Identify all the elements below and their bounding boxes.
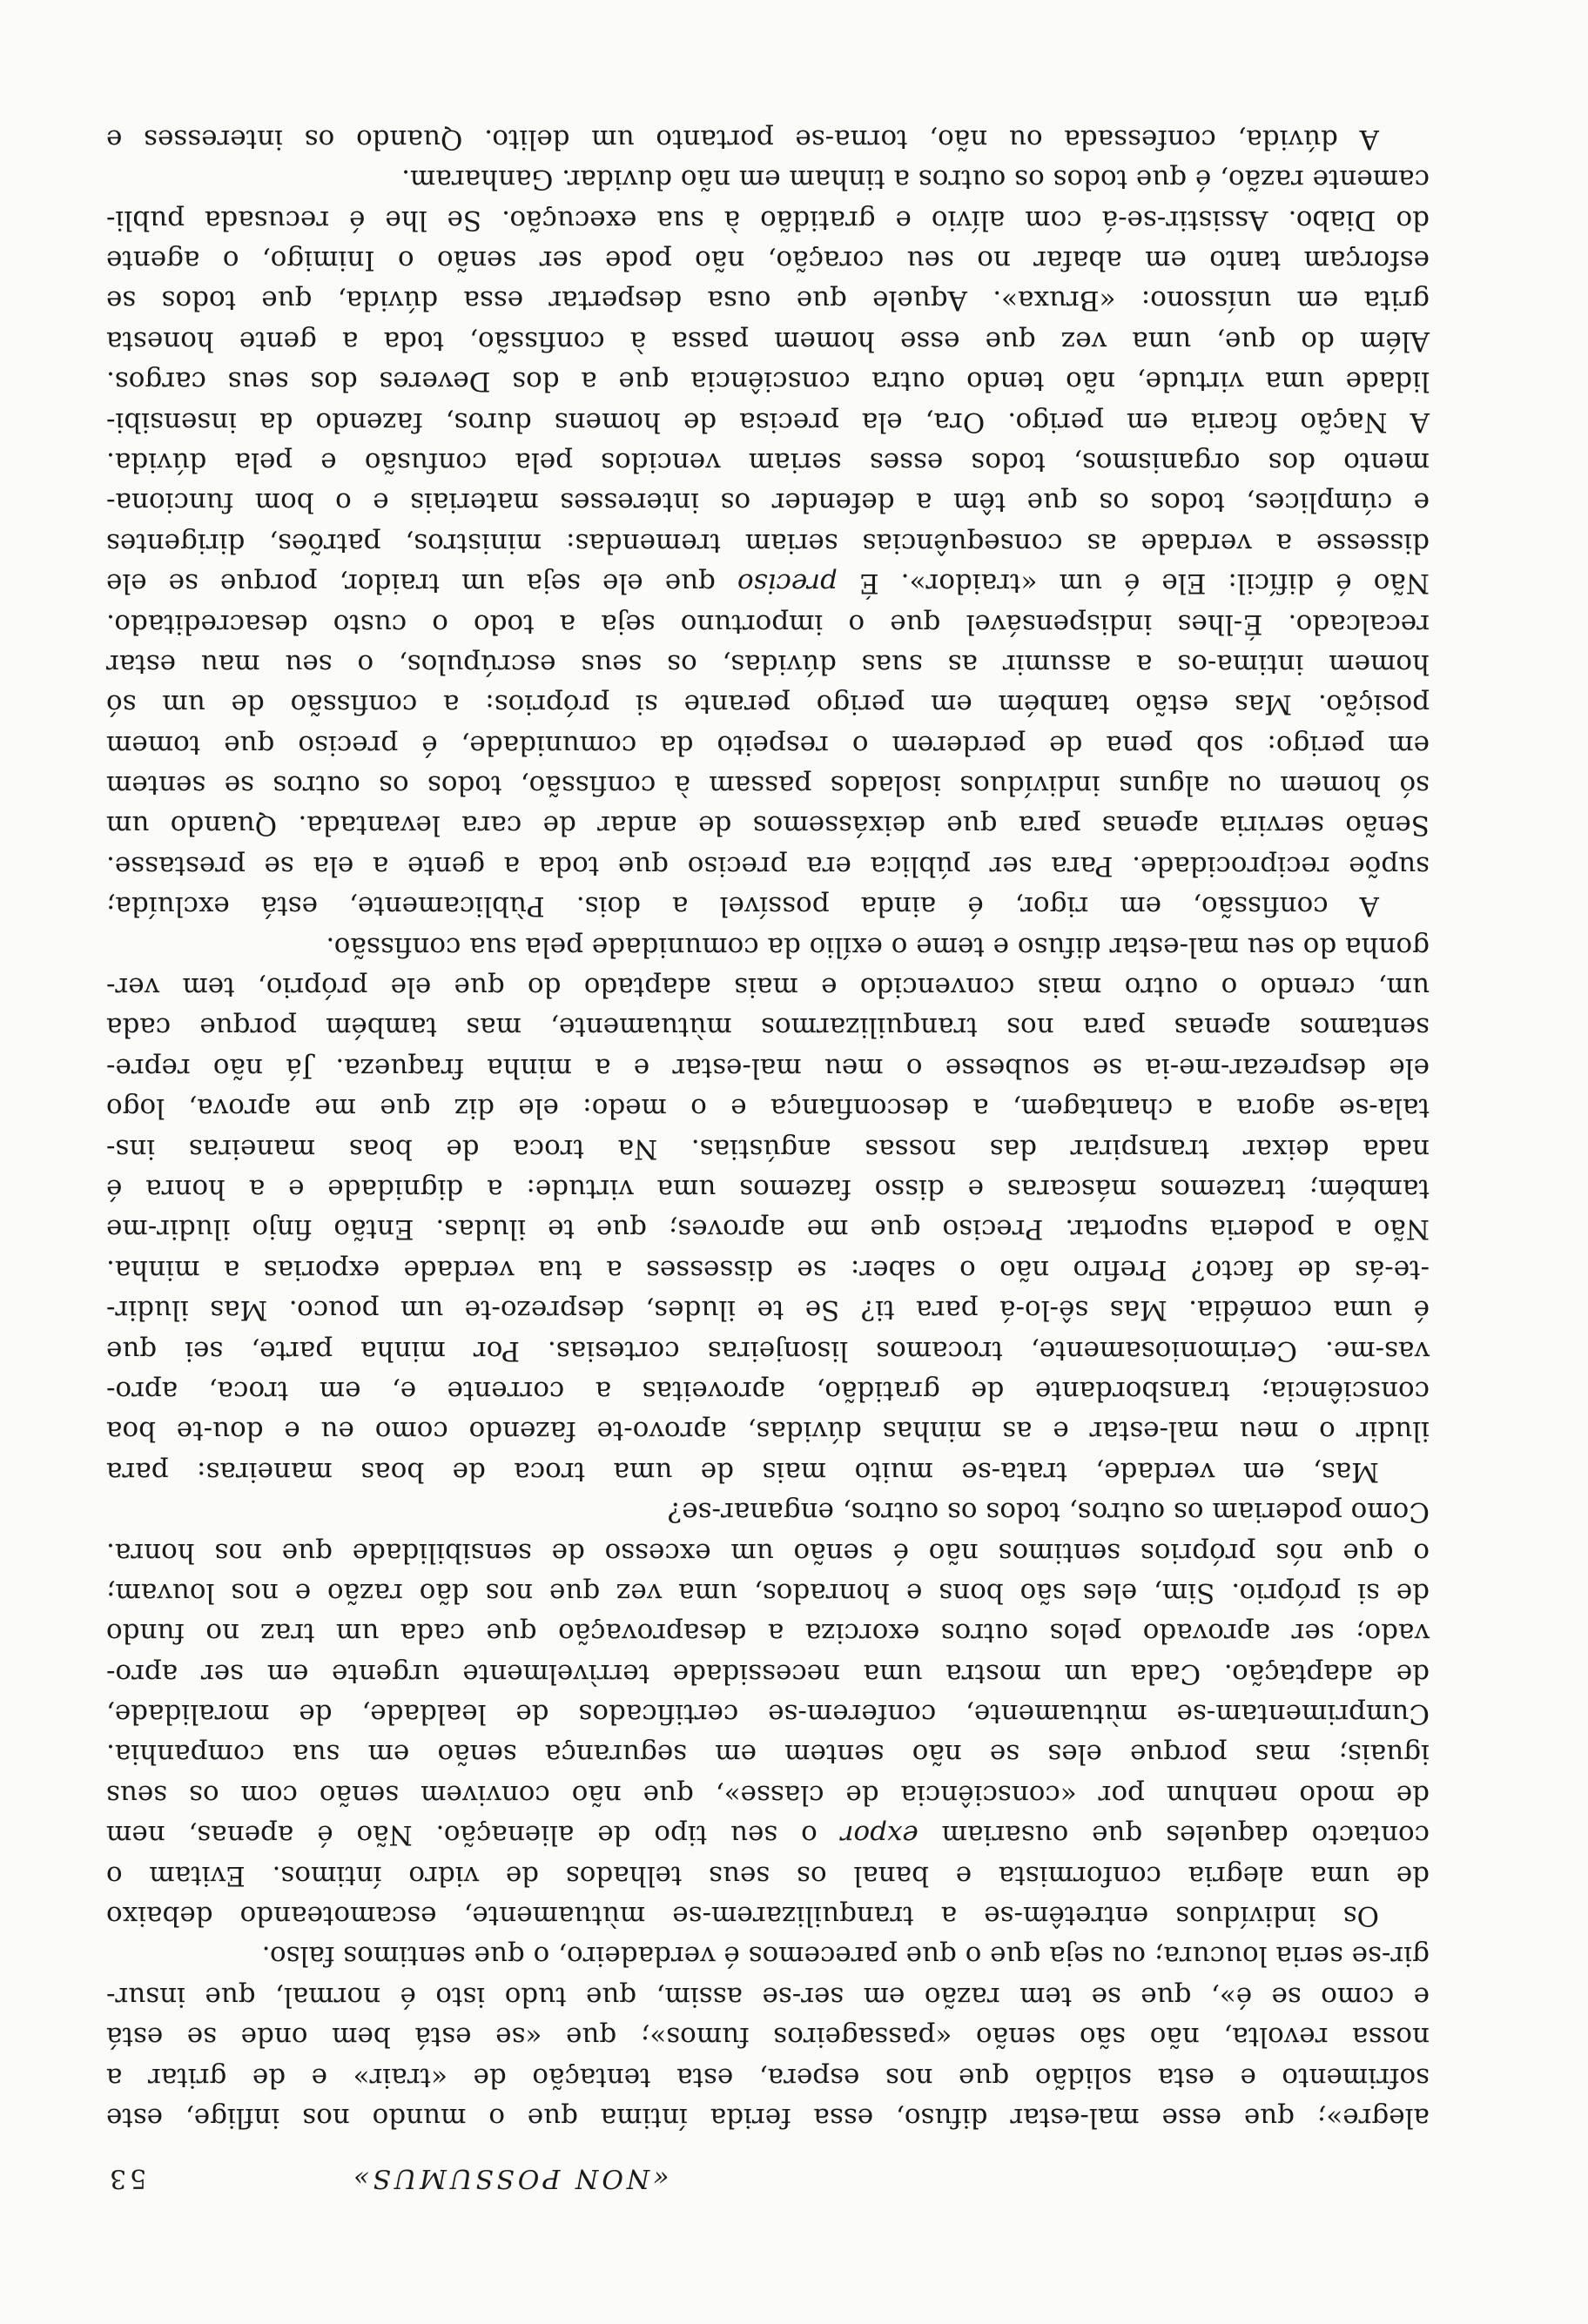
text-line: nada deixar transpirar das nossas angústias. Na troca de boas maneiras ins- [106, 1132, 1430, 1165]
text-line: grita em uníssono: «Bruxa». Aquele que ousa despertar essa dúvida, que todos se [106, 285, 1430, 317]
text-line: Além do que, uma vez que esse homem passa à confissão, toda a gente honesta [106, 325, 1430, 357]
text-line: do Diabo. Assistir-se-á com alívio e gratidão à sua execução. Se lhe é recusada publi- [106, 204, 1430, 236]
italic-word: preciso [737, 568, 838, 600]
text-line: esforçam tanto em abafar no seu coração, não pode ser senão o Inimigo, o agente [106, 245, 1430, 277]
text-line: posição. Mas estão também em perigo perante si próprios: a confissão de um só [106, 688, 1430, 721]
text-block [106, 118, 1430, 2193]
page-number: 53 [106, 2163, 147, 2193]
text-line: sentamos apenas para nos tranquilizarmos mùtuamente, mas também porque cada [106, 1011, 1430, 1044]
text-line: vado; ser aprovado pelos outros exorciza a desaprovação que cada um traz no fundo [106, 1617, 1430, 1649]
text-line: tala-se agora a chantagem, a desconfiança e o medo: ele diz que me aprova, logo [106, 1092, 1430, 1125]
text-line: consciência; transbordante de gratidão, aproveitas a corrente e, em troca, apro- [106, 1374, 1430, 1407]
text-line: A Nação ficaria em perigo. Ora, ela precisa de homens duros, fazendo da insensibi- [106, 406, 1430, 438]
text-line: alegre»; que esse mal-estar difuso, essa ferida íntima que o mundo nos inflige, este [106, 2102, 1430, 2133]
text-line: também; trazemos máscaras e disso fazemos uma virtude: a dignidade e a honra é [106, 1173, 1430, 1206]
body-text [106, 118, 1430, 2138]
text-line: sofrimento e esta solidão que nos espera, esta tentação de «trair» e de gritar a [106, 2061, 1430, 2093]
text-line: homem intima-os a assumir as suas dúvidas, os seus escrúpulos, o seu mau estar [106, 648, 1430, 680]
text-line: de modo nenhum por «consciência de classe», que não convivem senão com os seus [106, 1778, 1430, 1810]
text-segment: Não é difícil: Ele é um «traidor». É [837, 568, 1430, 600]
text-line [106, 1815, 1430, 1855]
text-line: Cumprimentam-se mùtuamente, conferem-se certificados de lealdade, de moralidade, [106, 1698, 1430, 1730]
text-line: A dúvida, confessada ou não, torna-se portanto um delito. Quando os interesses e [106, 123, 1379, 155]
running-title: «NON POSSUMUS» [350, 2163, 670, 2193]
text-line: Senão serviria apenas para que deixássemos de andar de cara levantada. Quando um [106, 809, 1430, 842]
text-line: de uma alegria conformista e banal os seus telhados de vidro íntimos. Evitam o [106, 1859, 1430, 1891]
text-line: recalcado. É-lhes indispensável que o importuno seja a todo o custo desacreditado. [106, 608, 1430, 640]
text-line: nossa revolta, não são senão «passageiros fumos»; que «se está bem onde se está [106, 2021, 1430, 2053]
text-segment: contacto daqueles que ousariam [918, 1819, 1430, 1851]
text-line [106, 563, 1430, 603]
text-line: e cúmplices, todos os que têm a defender os interesses materiais e o bom funciona- [106, 487, 1430, 519]
italic-word: expor [840, 1819, 918, 1851]
text-line: e como se é», que se tem razão em ser-se assim, que tudo isto é normal, que insur- [106, 1980, 1430, 2012]
text-line: Como poderiam os outros, todos os outros, enganar-se? [667, 1496, 1430, 1528]
text-line: Os indivíduos entretêm-se a tranquilizarem-se mùtuamente, escamoteando debaixo [106, 1900, 1379, 1932]
text-line: iguais; mas porque eles se não sentem em segurança senão em sua companhia. [106, 1738, 1430, 1770]
text-segment: o seu tipo de alienação. Não é apenas, nem [105, 1819, 841, 1851]
text-line: A confissão, em rigor, é ainda possível a dois. Pùblicamente, está excluída; [106, 890, 1379, 923]
text-line: lidade uma virtude, não tendo outra consciência que a dos Deveres dos seus cargos. [106, 366, 1430, 398]
text-line: iludir o meu mal-estar e as minhas dúvidas, aprovo-te fazendo como eu e dou-te boa [106, 1415, 1430, 1447]
text-line: -te-ás de facto? Prefiro não o saber: se dissesses a tua verdade exporias a minha. [106, 1253, 1430, 1286]
text-line: um, crendo o outro mais convencido e mais adaptado do que ele próprio, tem ver- [106, 971, 1430, 1004]
text-line: mento dos organismos, todos esses seriam vencidos pela confusão e pela dúvida. [106, 446, 1430, 478]
text-line: gir-se seria loucura; ou seja que o que parecemos é verdadeiro, o que sentimos falso. [261, 1940, 1430, 1972]
text-line: em perigo: sob pena de perderem o respeito da comunidade, é preciso que tomem [106, 729, 1430, 761]
text-line: é uma comédia. Mas sê-lo-á para ti? Se te iludes, desprezo-te um pouco. Mas iludir- [106, 1294, 1430, 1327]
text-line: camente razão, é que todos os outros a tinham em não duvidar. Ganharam. [401, 164, 1430, 196]
text-line: gonha do seu mal-estar difuso e teme o exílio da comunidade pela sua confissão. [326, 930, 1430, 963]
text-line: Mas, em verdade, trata-se muito mais de uma troca de boas maneiras: para [106, 1455, 1379, 1488]
text-line: supõe reciprocidade. Para ser pública era preciso que toda a gente a ela se prestasse. [106, 850, 1430, 882]
text-line: o que nós próprios sentimos não é senão um excesso de sensibilidade que nos honra. [106, 1536, 1430, 1568]
text-line: de si próprio. Sim, eles são bons e honrados, uma vez que nos dão razão e nos louvam; [106, 1576, 1430, 1609]
text-line: Não a poderia suportar. Preciso que me aproves; que te iludas. Então finjo iludir-me [106, 1213, 1430, 1246]
text-line: só homem ou alguns indivíduos isolados passam à confissão, todos os outros se sentem [106, 769, 1430, 802]
text-line: vas-me. Cerimoniosamente, trocamos lisonjeiras cortesias. Por minha parte, sei que [106, 1334, 1430, 1367]
text-line: ele desprezar-me-ia se soubesse o meu mal-estar e a minha fraqueza. Já não repre- [106, 1051, 1430, 1084]
text-segment: que ele seja um traidor, porque se ele [106, 568, 737, 600]
text-line: de adaptação. Cada um mostra uma necessidade terrìvelmente urgente em ser apro- [106, 1657, 1430, 1689]
page-header [106, 2138, 1430, 2193]
text-line: dissesse a verdade as consequências seriam tremendas: ministros, patrões, dirigentes [106, 527, 1430, 559]
